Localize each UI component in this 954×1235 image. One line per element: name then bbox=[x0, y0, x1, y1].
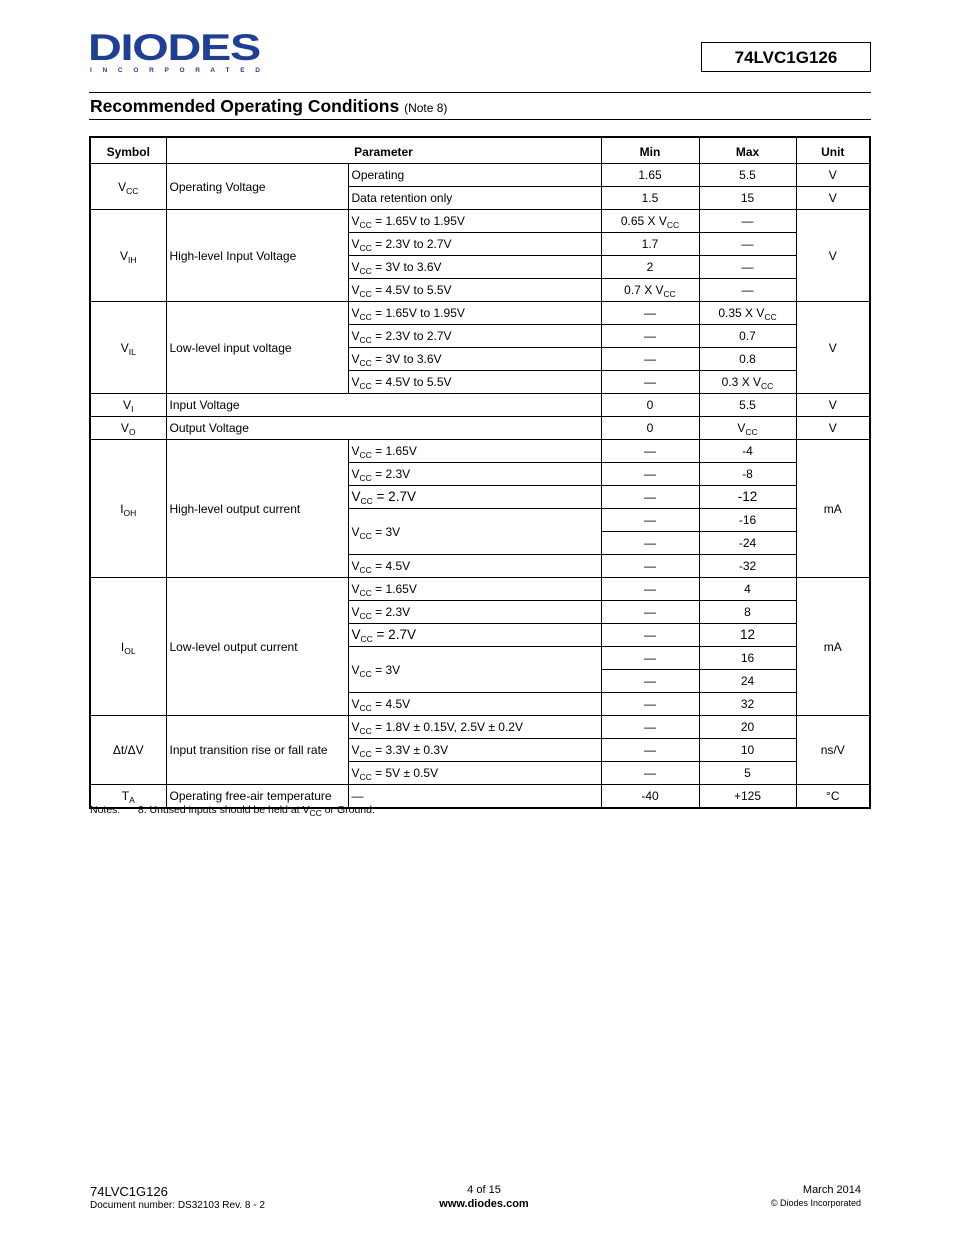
condition-cell: $V_{CC} = 2.3V$ bbox=[348, 601, 601, 624]
max-cell: -24 bbox=[699, 532, 796, 555]
operating-conditions-table bbox=[89, 136, 871, 809]
condition-cell: $V_{CC} = 5V \pm 0.5V$ bbox=[348, 762, 601, 785]
unit-cell: V bbox=[796, 394, 870, 417]
section-note-ref: (Note 8) bbox=[404, 101, 448, 115]
min-cell: 1.65 bbox=[601, 164, 699, 187]
parameter-cell: Low-level output current bbox=[166, 578, 348, 716]
footer-doc-number: Document number: DS32103 Rev. 8 - 2 bbox=[90, 1200, 265, 1211]
parameter-cell: High-level Input Voltage bbox=[166, 210, 348, 302]
footer-page-number: 4 of 15 bbox=[467, 1184, 501, 1196]
footer-date: March 2014 bbox=[802, 1184, 861, 1196]
parameter-cell: High-level output current bbox=[166, 440, 348, 578]
symbol-cell: $V_O$ bbox=[90, 417, 166, 440]
condition-cell: $V_{CC} = 2.3V$ bbox=[348, 463, 601, 486]
max-cell: 5.5 bbox=[699, 394, 796, 417]
min-cell: 1.5 bbox=[601, 187, 699, 210]
max-cell: 5.5 bbox=[699, 164, 796, 187]
logo-subtext: I N C O R P O R A T E D bbox=[90, 67, 260, 74]
condition-cell: Data retention only bbox=[348, 187, 601, 210]
min-cell: 0 bbox=[601, 417, 699, 440]
table-row bbox=[90, 164, 870, 187]
min-cell: — bbox=[601, 532, 699, 555]
max-cell: 0.8 bbox=[699, 348, 796, 371]
condition-cell: $V_{CC} = 2.3V$ to 2.7V bbox=[348, 233, 601, 256]
min-cell: — bbox=[601, 509, 699, 532]
max-cell: +125 bbox=[699, 785, 796, 809]
max-cell: 20 bbox=[699, 716, 796, 739]
table-row bbox=[90, 578, 870, 601]
parameter-cell: Operating free-air temperature bbox=[166, 785, 348, 809]
table-row bbox=[90, 210, 870, 233]
footer-part-number: 74LVC1G126 bbox=[90, 1184, 168, 1199]
symbol-cell: $V_I$ bbox=[90, 394, 166, 417]
min-cell: — bbox=[601, 555, 699, 578]
parameter-cell: Low-level input voltage bbox=[166, 302, 348, 394]
min-cell: — bbox=[601, 302, 699, 325]
max-cell: 16 bbox=[699, 647, 796, 670]
table-row bbox=[90, 302, 870, 325]
min-cell: — bbox=[601, 348, 699, 371]
max-cell: 0.35 X $V_{CC}$ bbox=[699, 302, 796, 325]
min-cell: — bbox=[601, 739, 699, 762]
max-cell: 32 bbox=[699, 693, 796, 716]
min-cell: — bbox=[601, 601, 699, 624]
header-parameter: Parameter bbox=[166, 137, 601, 164]
min-cell: 0.7 X $V_{CC}$ bbox=[601, 279, 699, 302]
unit-cell: V bbox=[796, 417, 870, 440]
max-cell: -16 bbox=[699, 509, 796, 532]
symbol-cell: $I_{OL}$ bbox=[90, 578, 166, 716]
max-cell: -8 bbox=[699, 463, 796, 486]
parameter-cell: Input transition rise or fall rate bbox=[166, 716, 348, 785]
header-max: Max bbox=[699, 137, 796, 164]
condition-cell: $V_{CC} = 4.5V$ bbox=[348, 555, 601, 578]
condition-cell: $V_{CC} = 1.8V \pm 0.15V$, 2.5V ± 0.2V bbox=[348, 716, 601, 739]
notes: Notes: 8. Unused inputs should be held at $V_{CC}$ or Ground. bbox=[90, 804, 375, 818]
header-min: Min bbox=[601, 137, 699, 164]
min-cell: 2 bbox=[601, 256, 699, 279]
unit-cell: V bbox=[796, 302, 870, 394]
condition-cell: $V_{CC} = 1.65V$ to 1.95V bbox=[348, 210, 601, 233]
table-row bbox=[90, 417, 870, 440]
notes-label: Notes: bbox=[90, 804, 121, 816]
max-cell: $V_{CC}$ bbox=[699, 417, 796, 440]
symbol-cell: $T_A$ bbox=[90, 785, 166, 809]
min-cell: — bbox=[601, 440, 699, 463]
condition-cell: $V_{CC} = 3.3V \pm 0.3V$ bbox=[348, 739, 601, 762]
footer-website-link[interactable]: www.diodes.com bbox=[439, 1198, 529, 1210]
min-cell: 1.7 bbox=[601, 233, 699, 256]
diodes-logo bbox=[88, 30, 268, 74]
header-unit: Unit bbox=[796, 137, 870, 164]
note-8-text: 8. Unused inputs should be held at V bbox=[137, 804, 310, 816]
unit-cell: V bbox=[796, 164, 870, 187]
symbol-cell: Δt/ΔV bbox=[90, 716, 166, 785]
condition-cell: $V_{CC} = 3V$ bbox=[348, 509, 601, 555]
table-header-row bbox=[90, 137, 870, 164]
max-cell: 10 bbox=[699, 739, 796, 762]
part-number-header: 74LVC1G126 bbox=[701, 42, 871, 72]
unit-cell: V bbox=[796, 210, 870, 302]
page-footer bbox=[89, 1182, 871, 1212]
footer-copyright: © Diodes Incorporated bbox=[770, 1198, 861, 1208]
condition-cell: $V_{CC} = 1.65V$ bbox=[348, 440, 601, 463]
header-rule bbox=[89, 92, 871, 93]
max-cell: 15 bbox=[699, 187, 796, 210]
parameter-cell: Input Voltage bbox=[166, 394, 601, 417]
min-cell: — bbox=[601, 578, 699, 601]
condition-cell: $V_{CC} = 4.5V$ to 5.5V bbox=[348, 279, 601, 302]
max-cell: 8 bbox=[699, 601, 796, 624]
condition-cell: $V_{CC} = 2.7V$ bbox=[348, 624, 601, 647]
unit-cell: V bbox=[796, 187, 870, 210]
min-cell: -40 bbox=[601, 785, 699, 809]
min-cell: — bbox=[601, 486, 699, 509]
min-cell: — bbox=[601, 647, 699, 670]
condition-cell: $V_{CC} = 4.5V$ to 5.5V bbox=[348, 371, 601, 394]
unit-cell: mA bbox=[796, 440, 870, 578]
condition-cell: $V_{CC} = 3V$ to 3.6V bbox=[348, 348, 601, 371]
max-cell: 12 bbox=[699, 624, 796, 647]
table-row bbox=[90, 394, 870, 417]
max-cell: — bbox=[699, 256, 796, 279]
condition-cell: $V_{CC} = 2.3V$ to 2.7V bbox=[348, 325, 601, 348]
max-cell: -4 bbox=[699, 440, 796, 463]
condition-cell: $V_{CC} = 1.65V$ bbox=[348, 578, 601, 601]
condition-cell: Operating bbox=[348, 164, 601, 187]
section-title-rule bbox=[89, 119, 871, 120]
logo-wordmark: DIODES bbox=[88, 30, 261, 68]
min-cell: — bbox=[601, 762, 699, 785]
section-title-text: Recommended Operating Conditions bbox=[90, 96, 400, 116]
max-cell: — bbox=[699, 279, 796, 302]
section-title bbox=[90, 96, 447, 117]
min-cell: — bbox=[601, 371, 699, 394]
table-row bbox=[90, 716, 870, 739]
min-cell: — bbox=[601, 670, 699, 693]
condition-cell: $V_{CC} = 4.5V$ bbox=[348, 693, 601, 716]
parameter-cell: Output Voltage bbox=[166, 417, 601, 440]
max-cell: 0.7 bbox=[699, 325, 796, 348]
min-cell: 0.65 X $V_{CC}$ bbox=[601, 210, 699, 233]
max-cell: -12 bbox=[699, 486, 796, 509]
condition-cell: $V_{CC} = 2.7V$ bbox=[348, 486, 601, 509]
min-cell: — bbox=[601, 693, 699, 716]
condition-cell: $V_{CC} = 1.65V$ to 1.95V bbox=[348, 302, 601, 325]
min-cell: — bbox=[601, 325, 699, 348]
unit-cell: ns/V bbox=[796, 716, 870, 785]
min-cell: — bbox=[601, 716, 699, 739]
max-cell: 4 bbox=[699, 578, 796, 601]
min-cell: 0 bbox=[601, 394, 699, 417]
parameter-cell: Operating Voltage bbox=[166, 164, 348, 210]
symbol-cell: $I_{OH}$ bbox=[90, 440, 166, 578]
max-cell: — bbox=[699, 233, 796, 256]
symbol-cell: $V_{IH}$ bbox=[90, 210, 166, 302]
symbol-cell: $V_{CC}$ bbox=[90, 164, 166, 210]
max-cell: — bbox=[699, 210, 796, 233]
header-symbol: Symbol bbox=[90, 137, 166, 164]
max-cell: 5 bbox=[699, 762, 796, 785]
condition-cell: $V_{CC} = 3V$ to 3.6V bbox=[348, 256, 601, 279]
condition-cell: $V_{CC} = 3V$ bbox=[348, 647, 601, 693]
min-cell: — bbox=[601, 624, 699, 647]
unit-cell: mA bbox=[796, 578, 870, 716]
table-row bbox=[90, 440, 870, 463]
condition-cell: — bbox=[348, 785, 601, 809]
max-cell: 0.3 X $V_{CC}$ bbox=[699, 371, 796, 394]
max-cell: -32 bbox=[699, 555, 796, 578]
symbol-cell: $V_{IL}$ bbox=[90, 302, 166, 394]
max-cell: 24 bbox=[699, 670, 796, 693]
min-cell: — bbox=[601, 463, 699, 486]
unit-cell: °C bbox=[796, 785, 870, 809]
